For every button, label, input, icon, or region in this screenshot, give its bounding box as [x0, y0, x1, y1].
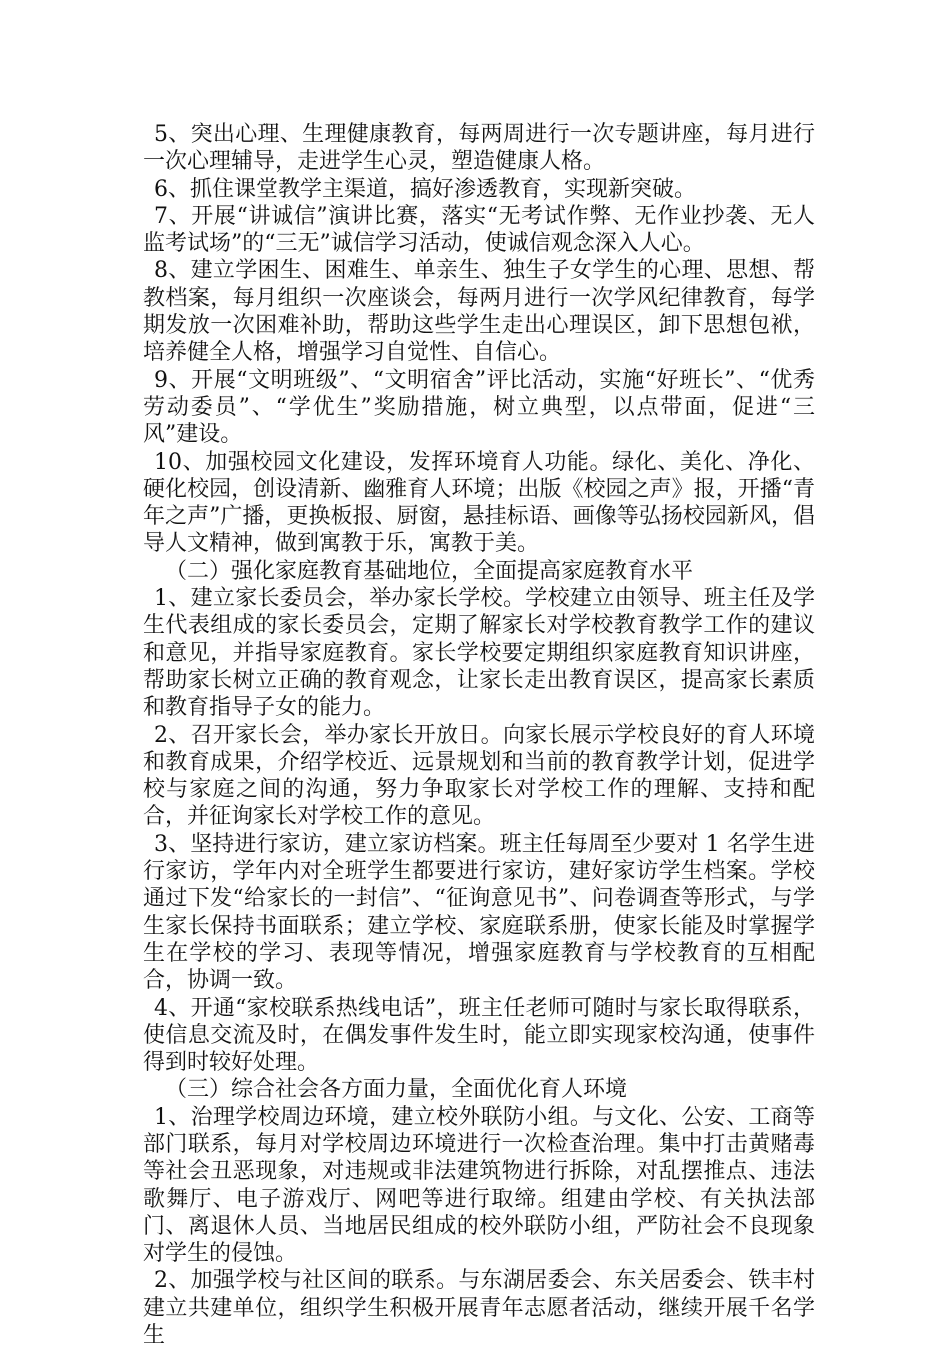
- paragraph-6: 6、抓住课堂教学主渠道，搞好渗透教育，实现新突破。: [154, 176, 696, 202]
- paragraph-5: 5、突出心理、生理健康教育，每两周进行一次专题讲座，每月进行一次心理辅导，走进学生心灵，塑造健康人格。: [143, 122, 815, 175]
- paragraph-7: 7、开展“讲诚信”演讲比赛，落实“无考试作弊、无作业抄袭、无人监考试场”的“三无”诚信学习活动，使诚信观念深入人心。: [143, 203, 815, 257]
- paragraph-8: 8、建立学困生、困难生、单亲生、独生子女学生的心理、思想、帮教档案，每月组织一次座谈会，每两月进行一次学风纪律教育，每学期发放一次困难补助，帮助这些学生走出心理误区，卸下思想包袱，培养健全人格，增强学习自觉性、自信心。: [143, 258, 815, 366]
- paragraph-society-1: 1、治理学校周边环境，建立校外联防小组。与文化、公安、工商等部门联系，每月对学校周边环境进行一次检查治理。集中打击黄赌毒等社会丑恶现象，对违规或非法建筑物进行拆除，对乱摆推点、违法歌舞厅、电子游戏厅、网吧等进行取缔。组建由学校、有关执法部门、离退休人员、当地居民组成的校外联防小组，严防社会不良现象对学生的侵蚀。: [143, 1104, 815, 1267]
- section-heading-society: （三）综合社会各方面力量，全面优化育人环境: [165, 1077, 628, 1103]
- paragraph-9: 9、开展“文明班级”、“文明宿舍”评比活动，实施“好班长”、“优秀劳动委员”、“学优生”奖励措施，树立典型，以点带面，促进“三风”建设。: [143, 367, 815, 448]
- document-page: [143, 121, 815, 1349]
- paragraph-family-4: 4、开通“家校联系热线电话”，班主任老师可随时与家长取得联系，使信息交流及时，在偶发事件发生时，能立即实现家校沟通，使事件得到时较好处理。: [143, 995, 815, 1076]
- paragraph-society-2: 2、加强学校与社区间的联系。与东湖居委会、东关居委会、铁丰村建立共建单位，组织学生积极开展青年志愿者活动，继续开展千名学生: [143, 1268, 815, 1349]
- paragraph-family-3: 3、坚持进行家访，建立家访档案。班主任每周至少要对 1 名学生进行家访，学年内对全班学生都要进行家访，建好家访学生档案。学校通过下发“给家长的一封信”、“征询意见书”、问卷调查等形式，与学生家长保持书面联系；建立学校、家庭联系册，使家长能及时掌握学生在学校的学习、表现等情况，增强家庭教育与学校教育的互相配合，协调一致。: [143, 831, 815, 994]
- paragraph-family-2: 2、召开家长会，举办家长开放日。向家长展示学校良好的育人环境和教育成果，介绍学校近、远景规划和当前的教育教学计划，促进学校与家庭之间的沟通，努力争取家长对学校工作的理解、支持和配合，并征询家长对学校工作的意见。: [143, 722, 815, 830]
- paragraph-family-1: 1、建立家长委员会，举办家长学校。学校建立由领导、班主任及学生代表组成的家长委员会，定期了解家长对学校教育教学工作的建议和意见，并指导家庭教育。家长学校要定期组织家庭教育知识讲座，帮助家长树立正确的教育观念，让家长走出教育误区，提高家长素质和教育指导子女的能力。: [143, 586, 815, 721]
- section-heading-family-education: （二）强化家庭教育基础地位，全面提高家庭教育水平: [165, 558, 694, 584]
- paragraph-10: 10、加强校园文化建设，发挥环境育人功能。绿化、美化、净化、硬化校园，创设清新、幽雅育人环境；出版《校园之声》报，开播“青年之声”广播，更换板报、厨窗，悬挂标语、画像等弘扬校园新风，倡导人文精神，做到寓教于乐，寓教于美。: [143, 449, 815, 557]
